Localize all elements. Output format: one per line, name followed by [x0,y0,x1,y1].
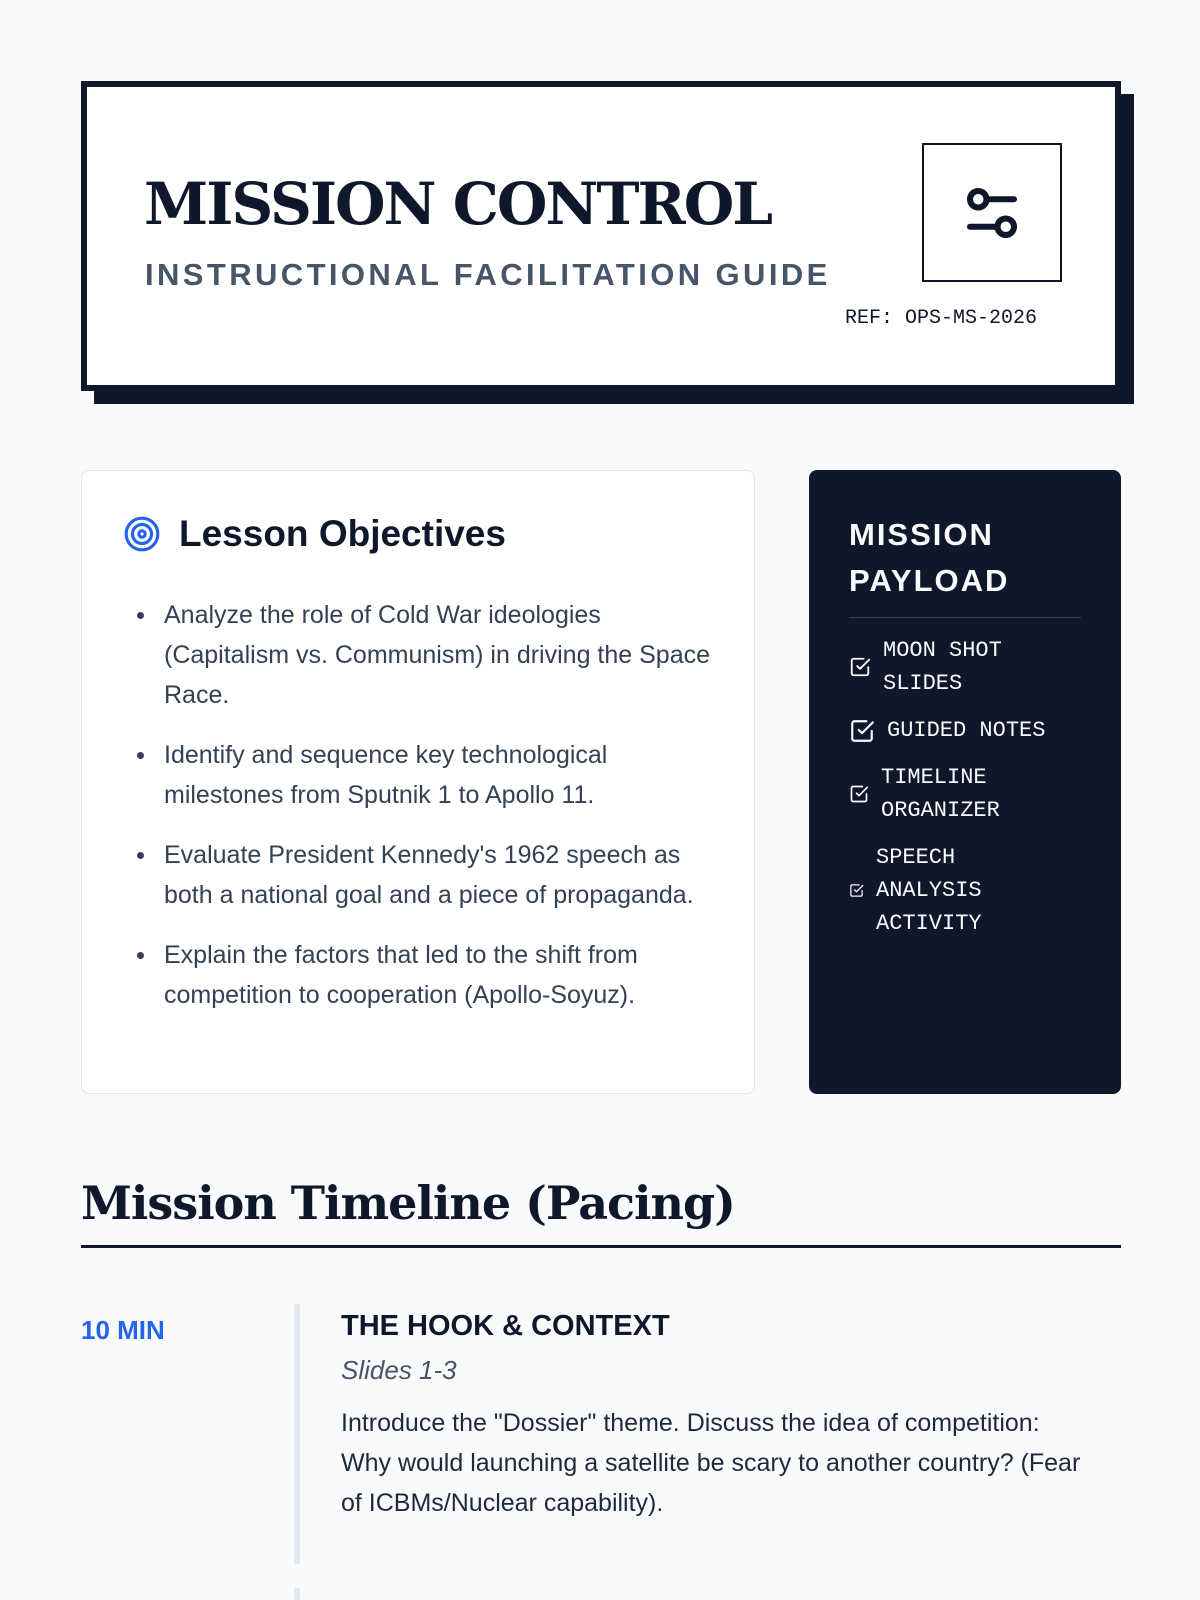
objectives-title: Lesson Objectives [179,513,506,554]
reference-code: REF: OPS-MS-2026 [844,307,1037,330]
objective-item: Explain the factors that led to the shift from competition to cooperation (Apollo-Soyuz). [132,935,732,1015]
header-icon-box [922,143,1062,282]
objective-item: Identify and sequence key technological milestones from Sputnik 1 to Apollo 11. [132,735,732,815]
check-square-icon [849,784,869,804]
objective-item: Analyze the role of Cold War ideologies (Capitalism vs. Communism) in driving the Space Race. [132,595,732,715]
timeline-entry-heading: THE HOOK & CONTEXT [341,1310,670,1342]
payload-title: MISSION PAYLOAD [849,517,1010,598]
sliders-icon [959,180,1025,246]
payload-item [849,634,1089,700]
payload-item-label: SPEECH ANALYSIS ACTIVITY [876,845,982,936]
objective-item: Evaluate President Kennedy's 1962 speech as both a national goal and a piece of propaganda. [132,835,732,915]
objectives-header [123,513,506,555]
payload-divider [849,617,1081,618]
payload-item-label: GUIDED NOTES [887,718,1046,743]
timeline-title: Mission Timeline (Pacing) [81,1176,735,1230]
timeline-duration: 10 MIN [81,1315,165,1345]
target-icon [123,515,161,553]
timeline-bar [294,1588,300,1600]
check-square-icon [849,656,871,678]
payload-item [849,714,1089,747]
check-square-icon [849,883,864,898]
objectives-card [81,470,755,1094]
timeline-entry-slides: Slides 1-3 [341,1355,457,1385]
payload-item-label: TIMELINE ORGANIZER [881,765,1000,823]
page-title: MISSION CONTROL [144,170,772,238]
payload-item [849,841,1089,940]
objectives-list [132,595,732,1035]
timeline-divider [81,1245,1121,1248]
header-card [81,81,1121,391]
payload-list [849,634,1089,954]
timeline-bar [294,1304,300,1564]
payload-item [849,761,1089,827]
payload-card [809,470,1121,1094]
payload-item-label: MOON SHOT SLIDES [883,638,1002,696]
page-subtitle: INSTRUCTIONAL FACILITATION GUIDE [145,257,831,292]
timeline-entry-description: Introduce the "Dossier" theme. Discuss the idea of competition: Why would launching a satellite be scary to another country? (Fear of ICBMs/Nuclear capability). [341,1409,1081,1517]
check-square-icon [849,718,875,744]
